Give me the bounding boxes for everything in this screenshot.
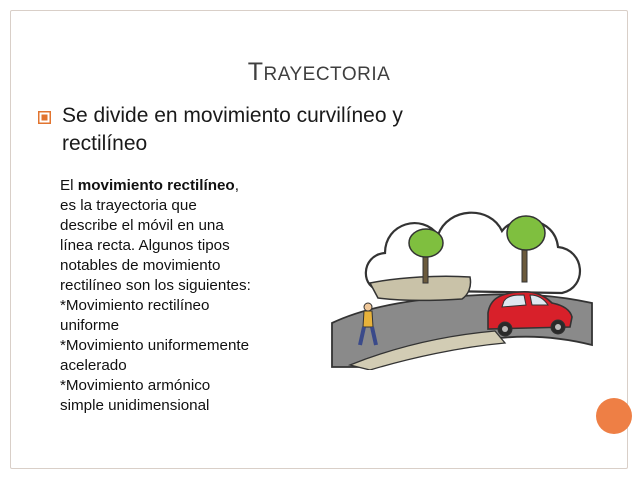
bullet-point xyxy=(38,102,518,158)
body-line-11: *Movimiento armónico xyxy=(60,377,211,394)
body-line-3: describe el móvil en una xyxy=(60,217,224,234)
body-line-1-pre: El xyxy=(60,177,78,194)
body-line-2: es la trayectoria que xyxy=(60,197,197,214)
body-line-1-post: , xyxy=(234,177,239,194)
tree-crown-right xyxy=(507,216,545,250)
orange-accent-circle xyxy=(596,398,632,434)
bullet-marker-icon xyxy=(38,111,51,124)
description-text xyxy=(60,176,310,416)
body-line-12: simple unidimensional xyxy=(60,397,210,414)
title-rest: RAYECTORIA xyxy=(263,64,391,85)
slide-title xyxy=(0,58,638,87)
body-line-1-bold: movimiento rectilíneo xyxy=(77,177,235,194)
body-line-9: *Movimiento uniformemente xyxy=(60,337,250,354)
title-first-letter: T xyxy=(247,58,264,86)
bullet-line-2: rectilíneo xyxy=(62,132,148,155)
body-line-1 xyxy=(60,176,310,196)
tree-crown-left xyxy=(409,229,443,257)
body-line-6: rectilíneo son los siguientes: xyxy=(60,277,251,294)
sidewalk xyxy=(370,276,471,300)
body-line-10: acelerado xyxy=(60,357,127,374)
road-scene-illustration xyxy=(330,195,595,370)
body-line-5: notables de movimiento xyxy=(60,257,221,274)
bullet-text xyxy=(62,102,518,158)
body-line-8: uniforme xyxy=(60,317,120,334)
bullet-line-1: Se divide en movimiento curvilíneo y xyxy=(62,104,403,127)
body-line-4: línea recta. Algunos tipos xyxy=(60,237,230,254)
body-line-7: *Movimiento rectilíneo xyxy=(60,297,210,314)
